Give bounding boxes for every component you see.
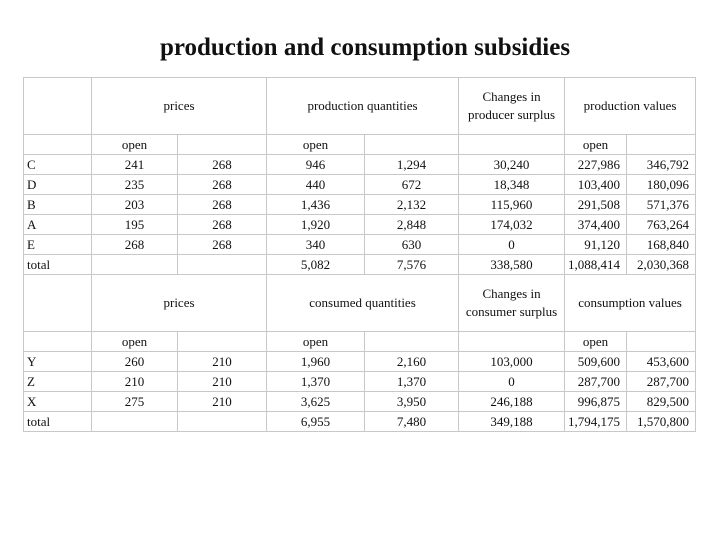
blank-cell	[178, 255, 267, 275]
row-label: C	[24, 155, 92, 175]
blank-cell	[627, 332, 696, 352]
price-open: 260	[92, 352, 178, 372]
total-value-open: 1,088,414	[565, 255, 627, 275]
row-label: Z	[24, 372, 92, 392]
price-open: 241	[92, 155, 178, 175]
quantity-open: 340	[267, 235, 365, 255]
price-subsidy: 268	[178, 215, 267, 235]
value-open-label: open	[565, 135, 627, 155]
row-label: Y	[24, 352, 92, 372]
consumption-total-row	[24, 412, 696, 432]
price-subsidy: 268	[178, 175, 267, 195]
blank-cell	[365, 332, 459, 352]
total-value-subsidy: 2,030,368	[627, 255, 696, 275]
row-label: E	[24, 235, 92, 255]
production-total-row	[24, 255, 696, 275]
value-subsidy: 763,264	[627, 215, 696, 235]
quantities-header: consumed quantities	[267, 275, 459, 332]
total-surplus-change: 349,188	[459, 412, 565, 432]
total-quantity-subsidy: 7,480	[365, 412, 459, 432]
quantity-open-label: open	[267, 135, 365, 155]
prices-header: prices	[92, 78, 267, 135]
quantity-subsidy: 672	[365, 175, 459, 195]
price-subsidy: 268	[178, 195, 267, 215]
blank-cell	[627, 135, 696, 155]
surplus-header: Changes in consumer surplus	[459, 275, 565, 332]
quantities-header: production quantities	[267, 78, 459, 135]
surplus-change: 0	[459, 235, 565, 255]
row-label: D	[24, 175, 92, 195]
value-subsidy: 180,096	[627, 175, 696, 195]
total-value-subsidy: 1,570,800	[627, 412, 696, 432]
total-value-open: 1,794,175	[565, 412, 627, 432]
table-row	[24, 215, 696, 235]
quantity-subsidy: 2,132	[365, 195, 459, 215]
value-open-label: open	[565, 332, 627, 352]
label-cell	[24, 135, 92, 155]
price-open: 235	[92, 175, 178, 195]
table-row	[24, 155, 696, 175]
blank-cell	[92, 412, 178, 432]
surplus-header: Changes in producer surplus	[459, 78, 565, 135]
row-label: B	[24, 195, 92, 215]
quantity-open-label: open	[267, 332, 365, 352]
quantity-open: 946	[267, 155, 365, 175]
value-open: 91,120	[565, 235, 627, 255]
quantity-subsidy: 2,848	[365, 215, 459, 235]
value-subsidy: 829,500	[627, 392, 696, 412]
corner-cell	[24, 275, 92, 332]
total-quantity-subsidy: 7,576	[365, 255, 459, 275]
price-open-label: open	[92, 332, 178, 352]
total-quantity-open: 6,955	[267, 412, 365, 432]
price-open: 275	[92, 392, 178, 412]
value-open: 509,600	[565, 352, 627, 372]
quantity-subsidy: 1,370	[365, 372, 459, 392]
blank-cell	[178, 412, 267, 432]
value-open: 103,400	[565, 175, 627, 195]
quantity-open: 3,625	[267, 392, 365, 412]
blank-cell	[459, 135, 565, 155]
value-open: 996,875	[565, 392, 627, 412]
subsidies-table	[23, 77, 696, 432]
values-header: consumption values	[565, 275, 696, 332]
price-open: 203	[92, 195, 178, 215]
table-row	[24, 392, 696, 412]
total-surplus-change: 338,580	[459, 255, 565, 275]
value-subsidy: 287,700	[627, 372, 696, 392]
surplus-change: 18,348	[459, 175, 565, 195]
production-header-row	[24, 78, 696, 135]
surplus-change: 174,032	[459, 215, 565, 235]
total-label: total	[24, 412, 92, 432]
price-open: 268	[92, 235, 178, 255]
blank-cell	[178, 135, 267, 155]
value-subsidy: 168,840	[627, 235, 696, 255]
quantity-subsidy: 630	[365, 235, 459, 255]
table-row	[24, 352, 696, 372]
price-subsidy: 210	[178, 352, 267, 372]
table-row	[24, 195, 696, 215]
value-open: 287,700	[565, 372, 627, 392]
quantity-open: 1,960	[267, 352, 365, 372]
value-open: 227,986	[565, 155, 627, 175]
surplus-change: 103,000	[459, 352, 565, 372]
price-subsidy: 268	[178, 155, 267, 175]
quantity-open: 1,436	[267, 195, 365, 215]
table-row	[24, 235, 696, 255]
quantity-open: 440	[267, 175, 365, 195]
prices-header: prices	[92, 275, 267, 332]
blank-cell	[459, 332, 565, 352]
price-subsidy: 210	[178, 392, 267, 412]
price-open-label: open	[92, 135, 178, 155]
price-subsidy: 268	[178, 235, 267, 255]
row-label: X	[24, 392, 92, 412]
blank-cell	[178, 332, 267, 352]
quantity-open: 1,370	[267, 372, 365, 392]
surplus-change: 30,240	[459, 155, 565, 175]
quantity-subsidy: 2,160	[365, 352, 459, 372]
total-quantity-open: 5,082	[267, 255, 365, 275]
label-cell	[24, 332, 92, 352]
quantity-open: 1,920	[267, 215, 365, 235]
blank-cell	[92, 255, 178, 275]
price-open: 210	[92, 372, 178, 392]
surplus-change: 0	[459, 372, 565, 392]
price-subsidy: 210	[178, 372, 267, 392]
value-subsidy: 346,792	[627, 155, 696, 175]
quantity-subsidy: 1,294	[365, 155, 459, 175]
corner-cell	[24, 78, 92, 135]
blank-cell	[365, 135, 459, 155]
consumption-header-row	[24, 275, 696, 332]
row-label: A	[24, 215, 92, 235]
page-title: production and consumption subsidies	[159, 34, 571, 61]
value-open: 291,508	[565, 195, 627, 215]
value-subsidy: 453,600	[627, 352, 696, 372]
values-header: production values	[565, 78, 696, 135]
value-subsidy: 571,376	[627, 195, 696, 215]
surplus-change: 246,188	[459, 392, 565, 412]
price-open: 195	[92, 215, 178, 235]
quantity-subsidy: 3,950	[365, 392, 459, 412]
consumption-open-row	[24, 332, 696, 352]
table-row	[24, 175, 696, 195]
surplus-change: 115,960	[459, 195, 565, 215]
production-open-row	[24, 135, 696, 155]
total-label: total	[24, 255, 92, 275]
table-row	[24, 372, 696, 392]
value-open: 374,400	[565, 215, 627, 235]
